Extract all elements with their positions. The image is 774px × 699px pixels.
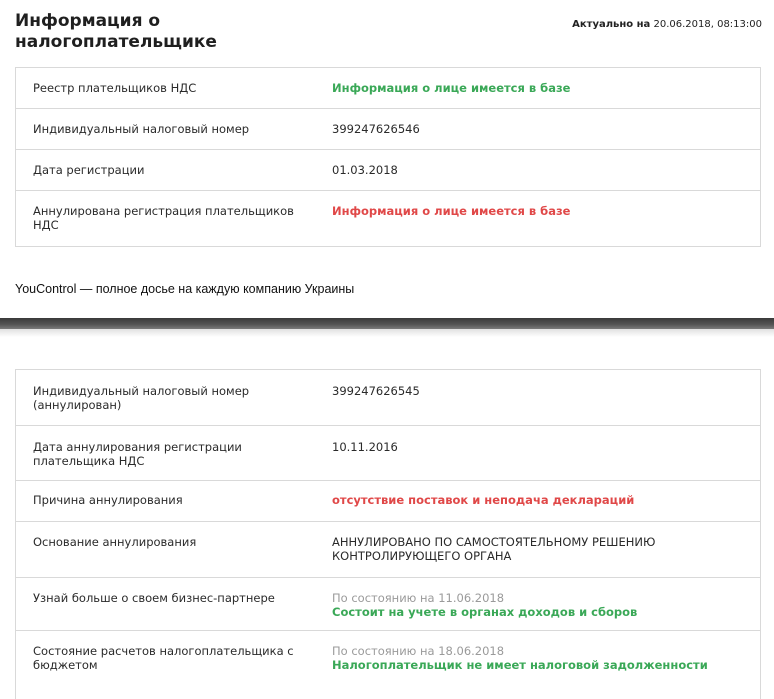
- row-label: Дата регистрации: [33, 163, 145, 177]
- table-row: [16, 150, 760, 191]
- annulment-reason-value: отсутствие поставок и неподача деклараций: [332, 493, 635, 507]
- updated-value: 20.06.2018, 08:13:00: [653, 19, 762, 30]
- row-label: Состояние расчетов налогоплательщика с бюджетом: [33, 644, 294, 672]
- status-date-note: По состоянию на 18.06.2018: [332, 644, 505, 658]
- annulment-date-value: 10.11.2016: [332, 440, 398, 454]
- annulment-basis-value: АННУЛИРОВАНО ПО САМОСТОЯТЕЛЬНОМУ РЕШЕНИЮ КОНТРОЛИРУЮЩЕГО ОРГАНА: [332, 535, 656, 563]
- row-label: Узнай больше о своем бизнес-партнере: [33, 591, 275, 605]
- status-date-note: По состоянию на 11.06.2018: [332, 591, 505, 605]
- table-row: [16, 370, 760, 426]
- page-header: [0, 0, 774, 60]
- divider-shadow: [0, 329, 774, 337]
- section-divider: [0, 318, 774, 329]
- table-row: [16, 578, 760, 631]
- promo-text: YouControl — полное досье на каждую компанию Украины: [15, 282, 355, 296]
- page-title: Информация о налогоплательщике: [15, 11, 217, 52]
- updated-label: Актуально на: [572, 19, 651, 30]
- registration-date-value: 01.03.2018: [332, 163, 398, 177]
- table-row: [16, 426, 760, 481]
- row-label: Основание аннулирования: [33, 535, 197, 549]
- annulled-tax-number-value: 399247626545: [332, 384, 420, 398]
- row-label: Дата аннулирования регистрации плательщика НДС: [33, 440, 242, 468]
- row-label: Реестр плательщиков НДС: [33, 81, 197, 95]
- table-row: [16, 191, 760, 246]
- row-label: Причина аннулирования: [33, 493, 183, 507]
- row-label: Индивидуальный налоговый номер (аннулирован): [33, 384, 250, 412]
- tax-number-value: 399247626546: [332, 122, 420, 136]
- vat-registry-status: Информация о лице имеется в базе: [332, 81, 571, 95]
- table-row: [16, 481, 760, 522]
- annulment-info-table: [15, 369, 761, 699]
- annulled-registration-status: Информация о лице имеется в базе: [332, 204, 571, 218]
- table-row: [16, 522, 760, 578]
- row-label: Индивидуальный налоговый номер: [33, 122, 250, 136]
- updated-timestamp: [572, 19, 762, 30]
- table-row: [16, 68, 760, 109]
- table-row: [16, 631, 760, 691]
- debt-status: Налогоплательщик не имеет налоговой задолженности: [332, 658, 708, 672]
- row-label: Аннулирована регистрация плательщиков НДС: [33, 204, 294, 232]
- table-row: [16, 109, 760, 150]
- tax-registration-status: Состоит на учете в органах доходов и сборов: [332, 605, 638, 619]
- taxpayer-info-table: [15, 67, 761, 247]
